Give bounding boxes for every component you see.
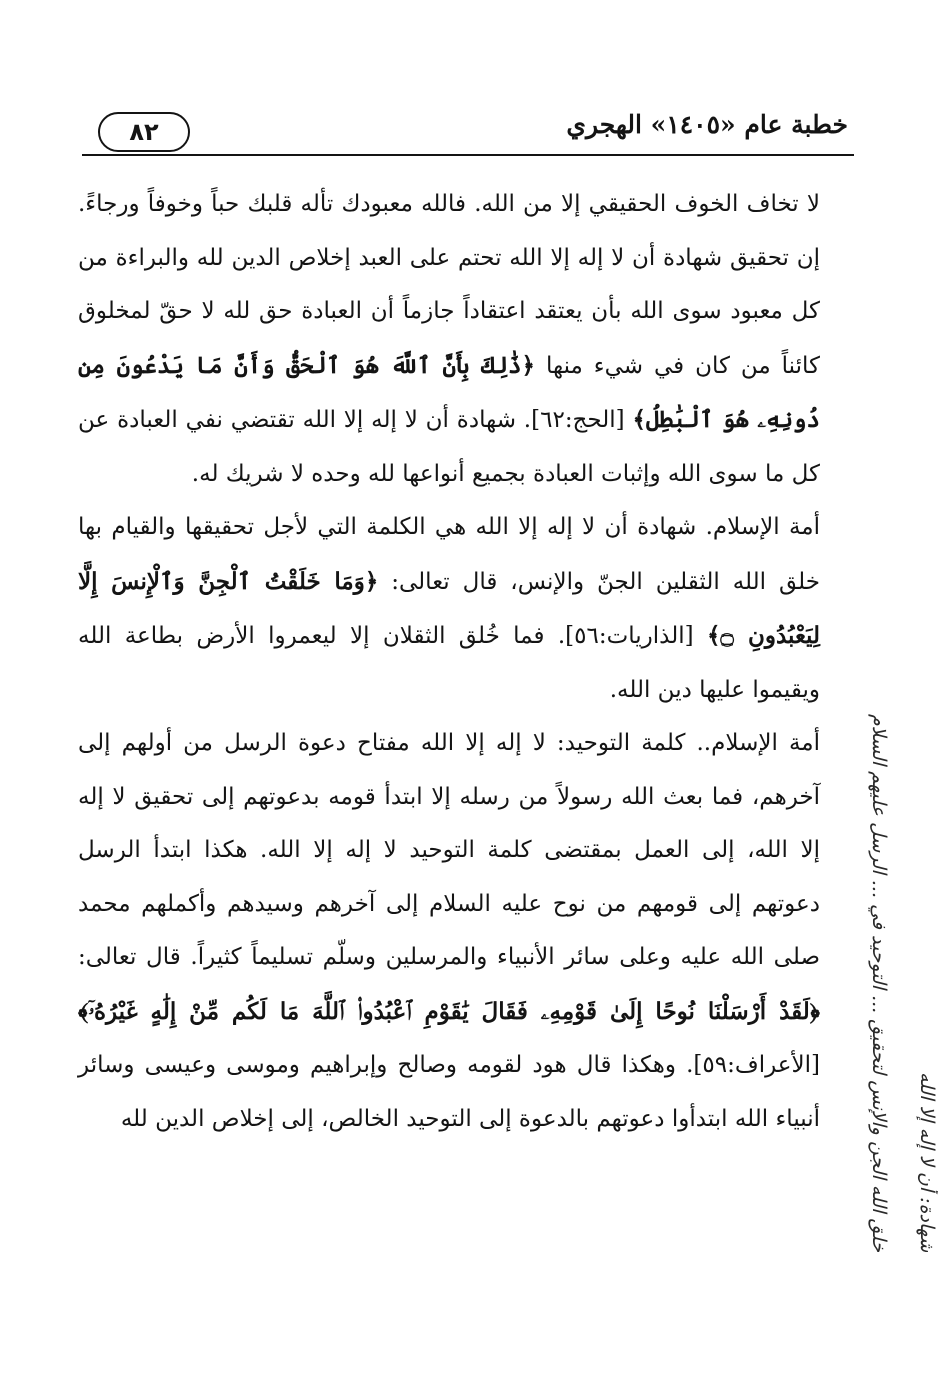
margin-note-line: شهادة: أن لا إله إلا الله: [916, 1071, 938, 1252]
paragraph-text: لا تخاف الخوف الحقيقي إلا من الله. فالله معبودك تأله قلبك حباً وخوفاً ورجاءً. إن تحقيق شهادة أن لا إله إلا الله تحتم على العبد إخلاص الدين لله والبراءة من كل معبود سوى الله بأن يعتقد اعتقاداً جازماً أن العبادة حق لله لا حقّ لمخلوق كائناً من كان في شيء منها: [78, 191, 820, 379]
quran-verse: ﴿وَمَا خَلَقْتُ ٱلْجِنَّ وَٱلْإِنسَ إِلَّا لِيَعْبُدُونِ ۝﴾: [78, 567, 821, 649]
body-text: [78, 178, 820, 1146]
paragraph-text: [الذاريات:٥٦]. فما خُلق الثقلان إلا ليعمروا الأرض بطاعة الله ويقيموا عليها دين الله.: [78, 623, 820, 703]
paragraph-2: [78, 501, 820, 717]
paragraph-1: [78, 178, 820, 501]
page-number: ٨٢: [98, 112, 190, 152]
quran-verse: ﴿لَقَدْ أَرْسَلْنَا نُوحًا إِلَىٰ قَوْمِهِۦ فَقَالَ يَٰقَوْمِ ٱعْبُدُوا۟ ٱللَّهَ مَا لَكُم مِّنْ إِلَٰهٍ غَيْرُهُۥٓ﴾: [78, 997, 820, 1025]
header-divider: [82, 154, 854, 156]
paragraph-text: [الأعراف:٥٩]. وهكذا قال هود لقومه وصالح وإبراهيم وموسى وعيسى وسائر أنبياء الله ابتدأوا دعوتهم بالدعوة إلى التوحيد الخالص، إلى إخلاص الدين لله: [78, 1052, 820, 1132]
paragraph-text: أمة الإسلام.. كلمة التوحيد: لا إله إلا الله مفتاح دعوة الرسل من أولهم إلى آخرهم، فما بعث الله رسولاً من رسله إلا ابتدأ قومه بدعوتهم إلى تحقيق لا إله إلا الله، إلى العمل بمقتضى كلمة التوحيد لا إله إلا الله. هكذا ابتدأ الرسل دعوتهم إلى قومهم من نوح عليه السلام إلى آخرهم وسيدهم وأكملهم محمد صلى الله عليه وعلى سائر الأنبياء والمرسلين وسلّم تسليماً كثيراً. قال تعالى:: [78, 730, 820, 970]
page-header: [82, 100, 854, 156]
margin-note-line: خلق الله الجن والإنس لتحقيق ... التوحيد في ... الرسل عليهم السلام: [868, 713, 890, 1252]
quran-verse: ﴿ذَٰلِكَ بِأَنَّ ٱللَّهَ هُوَ ٱلْحَقُّ وَأَنَّ مَا يَدْعُونَ مِن دُونِهِۦ هُوَ ٱلْبَٰطِلُ﴾: [78, 351, 820, 433]
paragraph-3: [78, 717, 820, 1146]
paragraph-text: أمة الإسلام. شهادة أن لا إله إلا الله هي الكلمة التي لأجل تحقيقها والقيام بها خلق الله الثقلين الجنّ والإنس، قال تعالى:: [78, 514, 820, 595]
handwritten-margin-note: [840, 632, 940, 1252]
paragraph-text: [الحج:٦٢]. شهادة أن لا إله إلا الله تقتضي نفي العبادة عن كل ما سوى الله وإثبات العبادة بجميع أنواعها لله وحده لا شريك له.: [78, 407, 820, 487]
running-title: خطبة عام «١٤٠٥» الهجري: [566, 110, 848, 139]
